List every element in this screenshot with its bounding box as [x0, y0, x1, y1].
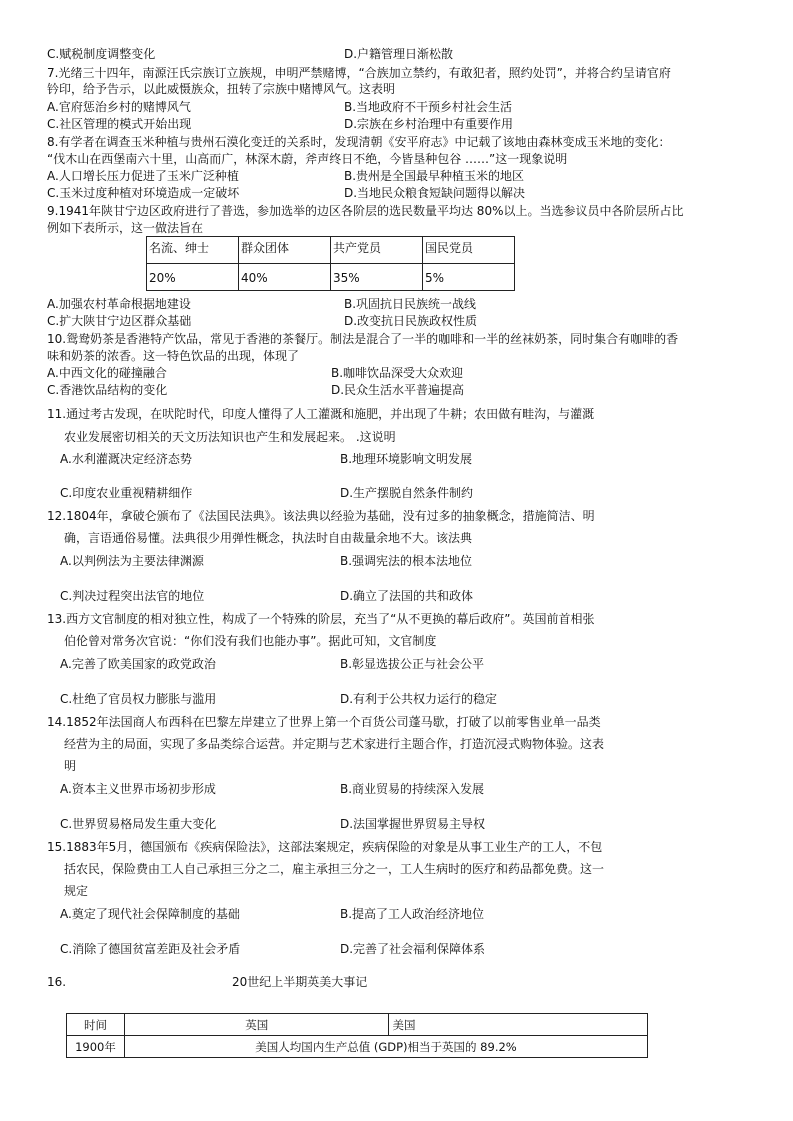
q9-value-cell: 5% — [423, 264, 515, 291]
q12-option-c: C.判决过程突出法官的地位 — [60, 589, 205, 603]
q12-option-d: D.确立了法国的共和政体 — [340, 589, 474, 603]
q9-option-d: D.改变抗日民族政权性质 — [344, 314, 478, 328]
q16-row-event: 美国人均国内生产总值 (GDP)相当于英国的 89.2% — [124, 1036, 647, 1058]
q9-stem-line-2: 例如下表所示，这一做法旨在 — [47, 221, 204, 235]
q9-table-value-row — [147, 264, 515, 291]
q9-header-cell: 名流、绅士 — [147, 237, 239, 264]
q9-table-header-row — [147, 237, 515, 264]
q7-option-c: C.社区管理的模式开始出现 — [47, 117, 192, 131]
q8-option-c: C.玉米过度种植对环境造成一定破坏 — [47, 186, 240, 200]
q16-row-year: 1900年 — [67, 1036, 125, 1058]
q9-header-cell: 共产党员 — [331, 237, 423, 264]
q9-value-cell: 40% — [239, 264, 331, 291]
q11-option-a: A.水利灌溉决定经济态势 — [60, 452, 192, 466]
q7-stem-line-2: 钤印，给予告示，以此威慑族众，扭转了宗族中赌博风气。这表明 — [47, 82, 396, 96]
q16-table-title: 20世纪上半期英美大事记 — [232, 975, 368, 989]
q16-header-time: 时间 — [67, 1014, 125, 1036]
q13-option-a: A.完善了欧美国家的政党政治 — [60, 657, 216, 671]
q11-option-c: C.印度农业重视精耕细作 — [60, 486, 193, 500]
q9-option-a: A.加强农村革命根据地建设 — [47, 297, 191, 311]
q14-stem-line-3: 明 — [64, 759, 77, 773]
q13-stem-line-1: 13.西方文官制度的相对独立性，构成了一个特殊的阶层，充当了“从不更换的幕后政府”。英国前首相张 — [47, 612, 595, 626]
q15-stem-line-1: 15.1883年5月，德国颁布《疾病保险法》，这部法案规定，疾病保险的对象是从事工业生产的工人，不包 — [47, 840, 603, 854]
q14-option-b: B.商业贸易的持续深入发展 — [340, 782, 485, 796]
q8-option-b: B.贵州是全国最早种植玉米的地区 — [344, 169, 525, 183]
q11-option-d: D.生产摆脱自然条件制约 — [340, 486, 474, 500]
q8-option-d: D.当地民众粮食短缺问题得以解决 — [344, 186, 526, 200]
q9-value-cell: 35% — [331, 264, 423, 291]
q10-option-b: B.咖啡饮品深受大众欢迎 — [331, 366, 464, 380]
q10-option-d: D.民众生活水平普遍提高 — [331, 383, 465, 397]
q12-option-b: B.强调宪法的根本法地位 — [340, 554, 473, 568]
q8-stem-line-2: “伐木山在西堡南六十里，山高而广，林深木蔚，斧声终日不绝，今皆垦种包谷 ……”这一现象说明 — [47, 152, 568, 166]
q7-option-a: A.官府惩治乡村的赌博风气 — [47, 100, 191, 114]
q9-value-cell: 20% — [147, 264, 239, 291]
q16-table — [66, 1013, 648, 1058]
q9-header-cell: 国民党员 — [423, 237, 515, 264]
q14-option-c: C.世界贸易格局发生重大变化 — [60, 817, 217, 831]
q11-stem-line-1: 11.通过考古发现，在吠陀时代，印度人懂得了人工灌溉和施肥，并出现了牛耕；农田做有畦沟，与灌溉 — [47, 407, 595, 421]
q13-option-d: D.有利于公共权力运行的稳定 — [340, 692, 498, 706]
q10-stem-line-1: 10.鸳鸯奶茶是香港特产饮品，常见于香港的茶餐厅。制法是混合了一半的咖啡和一半的丝袜奶茶，同时集合有咖啡的香 — [47, 332, 679, 346]
q12-stem-line-2: 确，言语通俗易懂。法典很少用弹性概念，执法时自由裁量余地不大。该法典 — [64, 531, 473, 545]
q8-stem-line-1: 8.有学者在调查玉米种植与贵州石漠化变迁的关系时，发现清朝《安平府志》中记载了该地由森林变成玉米地的变化： — [47, 135, 671, 149]
q6-option-c: C.赋税制度调整变化 — [47, 47, 156, 61]
q7-stem-line-1: 7.光绪三十四年，南源汪氏宗族订立族规，申明严禁赌博，“合族加立禁约，有敢犯者，照约处罚”，并将合约呈请官府 — [47, 66, 671, 80]
q16-table-header-row — [67, 1014, 648, 1036]
q8-option-a: A.人口增长压力促进了玉米广泛种植 — [47, 169, 239, 183]
q16-number: 16. — [47, 975, 67, 989]
q15-option-d: D.完善了社会福利保障体系 — [340, 942, 486, 956]
q11-option-b: B.地理环境影响文明发展 — [340, 452, 473, 466]
q9-stem-line-1: 9.1941年陕甘宁边区政府进行了普选，参加选举的边区各阶层的选民数量平均达 80%以上。当选参议员中各阶层所占比 — [47, 204, 684, 218]
q15-stem-line-3: 规定 — [64, 884, 89, 898]
q14-option-a: A.资本主义世界市场初步形成 — [60, 782, 216, 796]
q15-option-c: C.消除了德国贫富差距及社会矛盾 — [60, 942, 241, 956]
q9-option-b: B.巩固抗日民族统一战线 — [344, 297, 477, 311]
q15-stem-line-2: 括农民，保险费由工人自己承担三分之二，雇主承担三分之一，工人生病时的医疗和药品都免费。这一 — [64, 862, 605, 876]
q14-stem-line-2: 经营为主的局面，实现了多品类综合运营。并定期与艺术家进行主题合作，打造沉浸式购物体验。这表 — [64, 737, 605, 751]
q16-table-row — [67, 1036, 648, 1058]
q7-option-b: B.当地政府不干预乡村社会生活 — [344, 100, 513, 114]
q15-option-a: A.奠定了现代社会保障制度的基础 — [60, 907, 240, 921]
q9-header-cell: 群众团体 — [239, 237, 331, 264]
q16-header-usa: 美国 — [389, 1014, 648, 1036]
q10-stem-line-2: 味和奶茶的浓香。这一特色饮品的出现，体现了 — [47, 349, 300, 363]
q13-stem-line-2: 伯伦曾对常务次官说：“你们没有我们也能办事”。据此可知，文官制度 — [64, 634, 437, 648]
q10-option-c: C.香港饮品结构的变化 — [47, 383, 168, 397]
q9-table — [146, 236, 515, 291]
q9-option-c: C.扩大陕甘宁边区群众基础 — [47, 314, 192, 328]
q16-header-britain: 英国 — [124, 1014, 389, 1036]
q7-option-d: D.宗族在乡村治理中有重要作用 — [344, 117, 514, 131]
q13-option-b: B.彰显选拔公正与社会公平 — [340, 657, 485, 671]
q14-stem-line-1: 14.1852年法国商人布西科在巴黎左岸建立了世界上第一个百货公司蓬马歇，打破了以前零售业单一品类 — [47, 715, 601, 729]
q13-option-c: C.杜绝了官员权力膨胀与滥用 — [60, 692, 217, 706]
q12-stem-line-1: 12.1804年，拿破仑颁布了《法国民法典》。该法典以经验为基础，没有过多的抽象概念，措施简洁、明 — [47, 509, 595, 523]
q15-option-b: B.提高了工人政治经济地位 — [340, 907, 485, 921]
q11-stem-line-2: 农业发展密切相关的天文历法知识也产生和发展起来。 .这说明 — [64, 430, 396, 444]
q12-option-a: A.以判例法为主要法律渊源 — [60, 554, 204, 568]
q6-option-d: D.户籍管理日渐松散 — [344, 47, 454, 61]
q14-option-d: D.法国掌握世界贸易主导权 — [340, 817, 486, 831]
q10-option-a: A.中西文化的碰撞融合 — [47, 366, 167, 380]
